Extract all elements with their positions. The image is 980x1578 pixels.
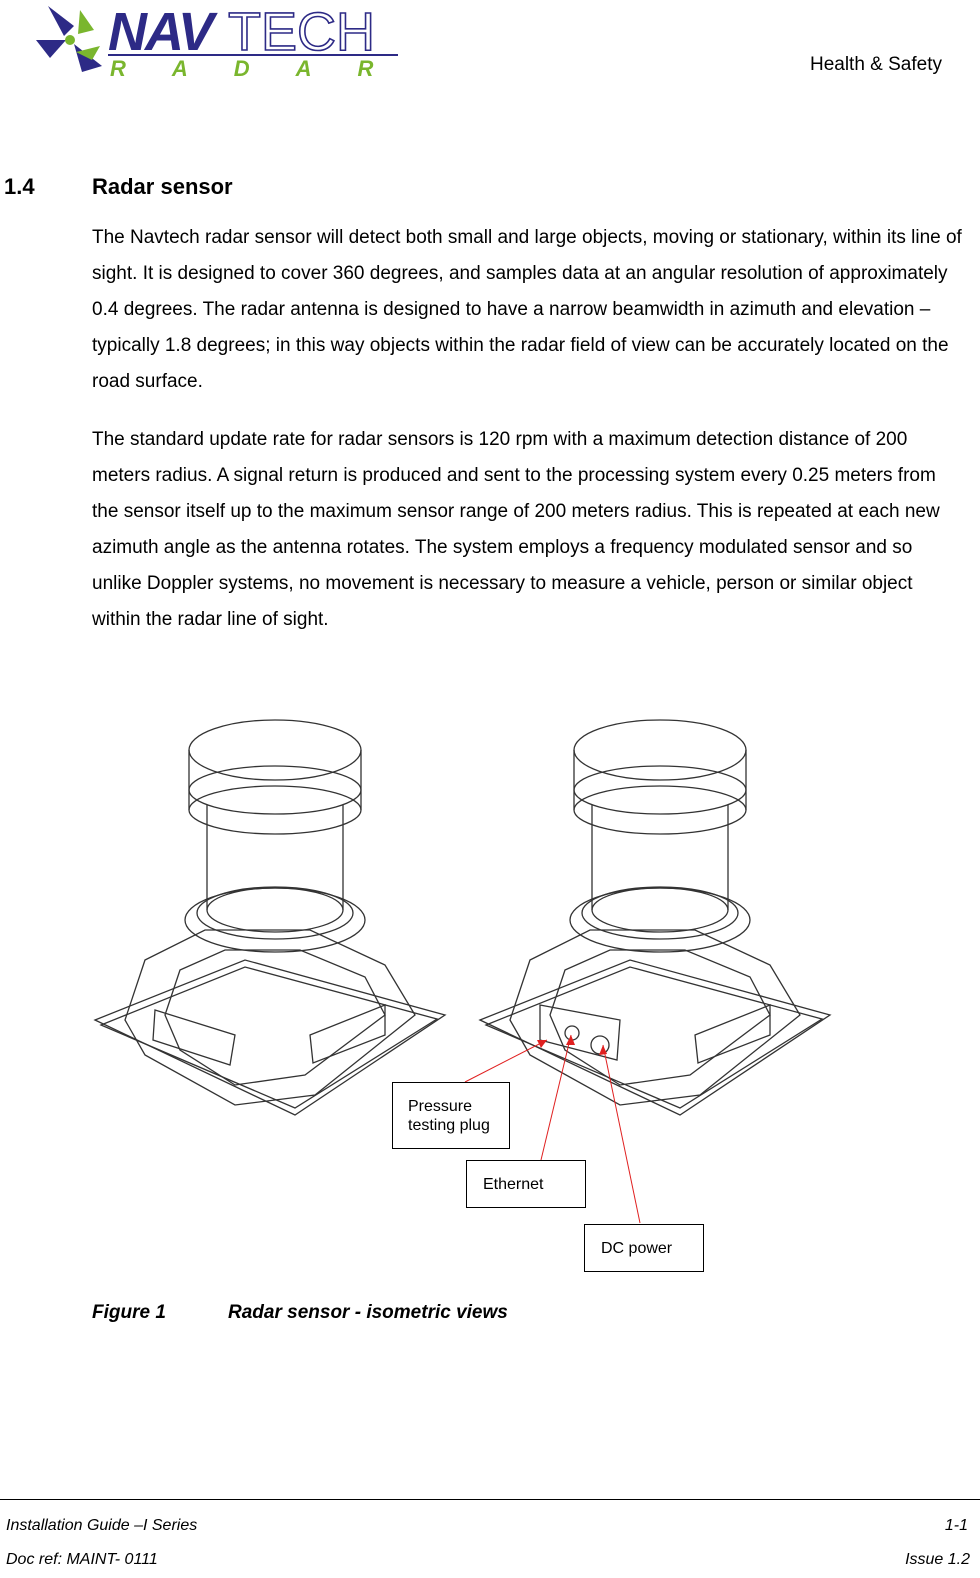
svg-text:RADAR: RADAR <box>110 56 410 81</box>
logo-emblem-icon <box>36 6 102 72</box>
svg-text:NAV: NAV <box>108 2 213 62</box>
footer-issue: Issue 1.2 <box>905 1551 970 1568</box>
right-sensor-drawing <box>480 720 830 1115</box>
callout-ethernet: Ethernet <box>466 1160 586 1208</box>
footer-page-number: 1-1 <box>944 1517 968 1534</box>
section-title: Radar sensor <box>92 174 233 199</box>
footer-divider <box>0 1499 980 1500</box>
section-number: 1.4 <box>4 174 35 199</box>
footer-doc-ref: Doc ref: MAINT- 0111 <box>6 1551 158 1568</box>
header-section-label: Health & Safety <box>809 54 942 75</box>
callout-dc-power: DC power <box>584 1224 704 1272</box>
navtech-radar-logo <box>30 0 410 82</box>
body-paragraph: The standard update rate for radar sensors is 120 rpm with a maximum detection distance of 200 meters radius. A signal return is produced and sent to the processing system every 0.25 meters from the sensor itself up to the maximum sensor range of 200 meters radius. This is repeated at each new azimuth angle as the antenna rotates. The system employs a frequency modulated sensor and so unlike Doppler systems, no movement is necessary to measure a vehicle, person or similar object within the radar line of sight. <box>92 429 940 630</box>
callout-pressure-line2: testing plug <box>408 1117 490 1134</box>
figure-label: Figure 1 <box>92 1302 166 1323</box>
callout-pressure-line1: Pressure <box>408 1098 473 1115</box>
body-paragraph: The Navtech radar sensor will detect both small and large objects, moving or stationary, within its line of sight. It is designed to cover 360 degrees, and samples data at an angular resolution of approximately 0.4 degrees. The radar antenna is designed to have a narrow beamwidth in azimuth and elevation – typically 1.8 degrees; in this way objects within the radar field of view can be accurately located on the road surface. <box>92 227 962 392</box>
figure-caption: Radar sensor - isometric views <box>228 1302 508 1323</box>
footer-document-title: Installation Guide –I Series <box>6 1517 198 1534</box>
left-sensor-drawing <box>95 720 445 1115</box>
svg-text:TECH: TECH <box>228 2 375 62</box>
callout-pressure-testing-plug <box>392 1082 510 1149</box>
